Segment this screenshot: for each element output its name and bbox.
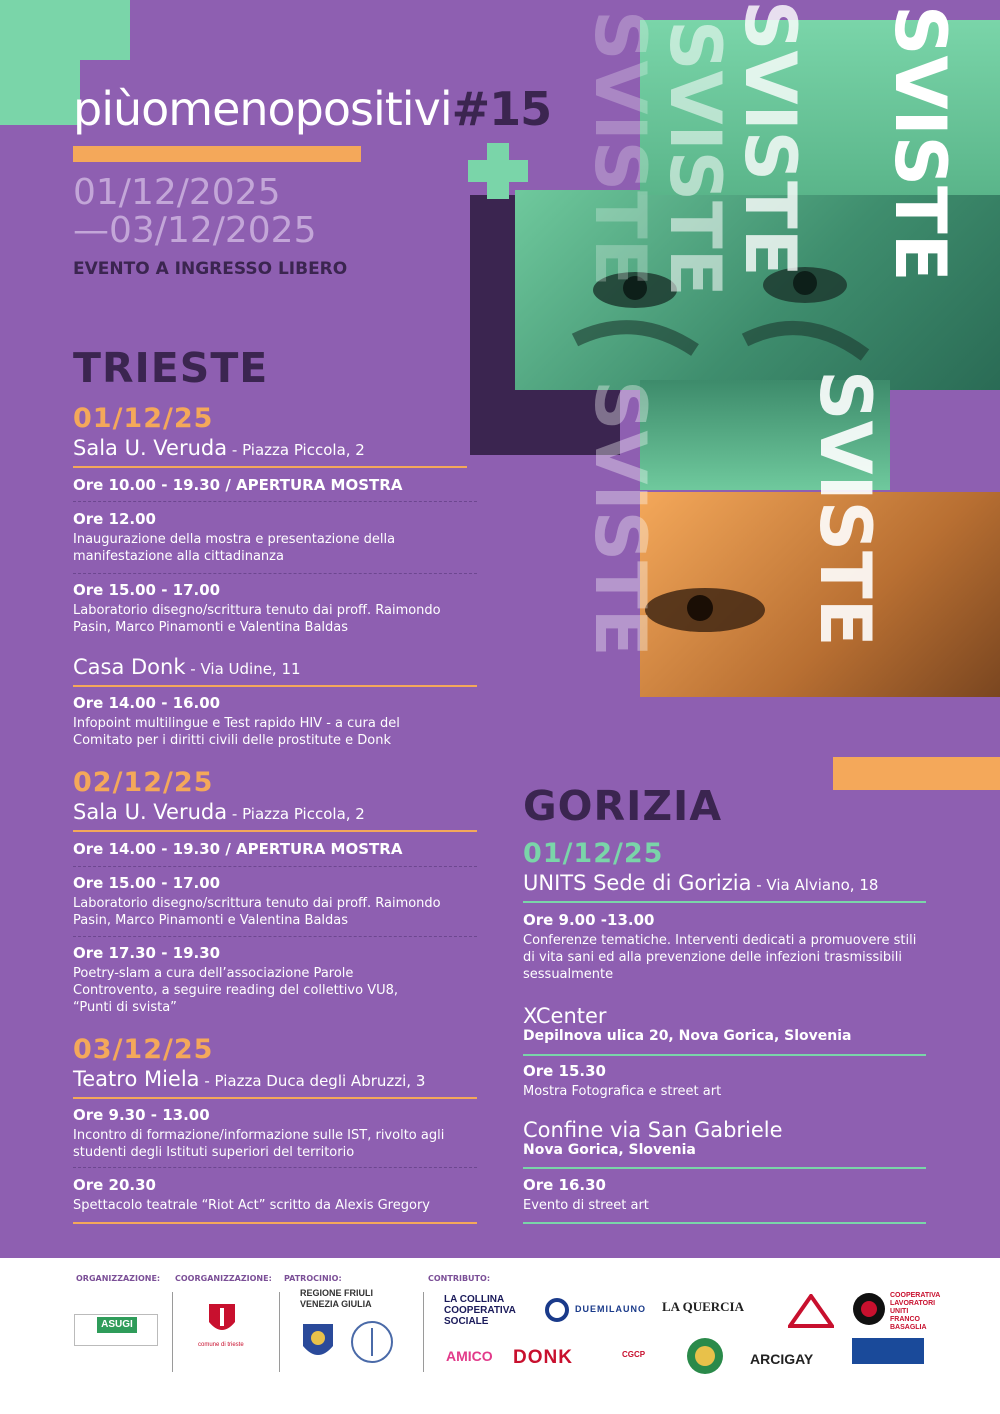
trieste-d3-e2-desc: Spettacolo teatrale “Riot Act” scritto da Alexis Gregory <box>73 1198 430 1213</box>
separator <box>73 466 467 468</box>
divider <box>423 1292 424 1372</box>
cgcp-logo: CGCP <box>622 1350 646 1359</box>
trieste-d3-e2-time: Ore 20.30 <box>73 1176 156 1194</box>
dashed-separator <box>73 501 477 502</box>
trieste-d1-e4-desc: Infopoint multilingue e Test rapido HIV - a cura del Comitato per i diritti civili delle prostitute e Donk <box>73 716 400 748</box>
separator <box>523 1167 926 1169</box>
gorizia-venue2-addr: Depilnova ulica 20, Nova Gorica, Slovenia <box>523 1028 852 1044</box>
dashed-separator <box>73 936 477 937</box>
sindacato-logo <box>852 1338 924 1364</box>
asugi-logo-text: ASUGI <box>97 1317 137 1333</box>
art-word-5: SVISTE <box>879 5 961 282</box>
trieste-d1-e2-time: Ore 12.00 <box>73 510 156 528</box>
dashed-separator <box>73 866 477 867</box>
gorizia-e3-time: Ore 16.30 <box>523 1176 606 1194</box>
art-word-4: SVISTE <box>804 370 886 647</box>
duemilauno-label: DUEMILAUNO <box>575 1304 646 1314</box>
separator <box>523 1054 926 1056</box>
gorizia-e2-time: Ore 15.30 <box>523 1062 606 1080</box>
donk-logo: DONK <box>513 1347 573 1368</box>
gorizia-venue2: XCenter <box>523 1004 607 1028</box>
trieste-day1-venue1: Sala U. Veruda - Piazza Piccola, 2 <box>73 436 365 460</box>
cooperativa-logo: COOPERATIVA LAVORATORI UNITI FRANCO BASAGLIA <box>890 1292 941 1331</box>
green-corner-shape-2 <box>0 60 80 125</box>
gorizia-venue3: Confine via San Gabriele <box>523 1118 783 1142</box>
trieste-crest-icon <box>207 1302 237 1338</box>
trieste-d2-e2-time: Ore 15.00 - 17.00 <box>73 874 221 892</box>
free-entry: EVENTO A INGRESSO LIBERO <box>73 259 348 279</box>
trieste-label: comune di trieste <box>198 1342 244 1348</box>
gorizia-day1-date: 01/12/25 <box>523 838 664 869</box>
arcigay-logo: ARCIGAY <box>750 1351 814 1367</box>
gorizia-e1-desc: Conferenze tematiche. Interventi dedicati a promuovere stili di vita sani ed alla prevenzione delle infezioni trasmissibili sessualmente <box>523 933 917 982</box>
gorizia-venue1: UNITS Sede di Gorizia - Via Alviano, 18 <box>523 871 879 895</box>
plus-shape-v <box>487 143 509 199</box>
label-organizzazione: ORGANIZZAZIONE: <box>76 1274 161 1283</box>
regione-label: REGIONE FRIULI VENEZIA GIULIA <box>300 1288 374 1309</box>
trieste-d3-e1-time: Ore 9.30 - 13.00 <box>73 1106 210 1124</box>
amico-logo: AMICO <box>446 1348 493 1364</box>
sponsors-footer <box>0 1258 1000 1414</box>
trieste-day2-venue1: Sala U. Veruda - Piazza Piccola, 2 <box>73 800 365 824</box>
trieste-d1-e4-time: Ore 14.00 - 16.00 <box>73 694 221 712</box>
gorizia-crest-icon <box>300 1320 336 1364</box>
city-trieste: TRIESTE <box>73 344 269 392</box>
gorizia-e2-desc: Mostra Fotografica e street art <box>523 1084 722 1099</box>
trieste-d2-e3-desc: Poetry-slam a cura dell’associazione Parole Controvento, a seguire reading del collettivo VU8, “Punti di svista” <box>73 966 399 1015</box>
trieste-day2-date: 02/12/25 <box>73 767 214 798</box>
separator <box>73 685 477 687</box>
trieste-day3-date: 03/12/25 <box>73 1034 214 1065</box>
trieste-crest-logo <box>192 1302 252 1362</box>
city-gorizia: GORIZIA <box>523 782 723 830</box>
date-to: —03/12/2025 <box>73 210 317 251</box>
trieste-d1-e1-time: Ore 10.00 - 19.30 / APERTURA MOSTRA <box>73 476 403 494</box>
trieste-day1-date: 01/12/25 <box>73 403 214 434</box>
trieste-day1-venue2: Casa Donk - Via Udine, 11 <box>73 655 301 679</box>
trieste-d3-e1-desc: Incontro di formazione/informazione sulle IST, rivolto agli studenti degli Istituti superiori del territorio <box>73 1128 445 1160</box>
separator <box>523 1222 926 1224</box>
istituto-seal-icon <box>350 1320 394 1364</box>
separator <box>73 1222 477 1224</box>
trieste-d1-e3-time: Ore 15.00 - 17.00 <box>73 581 221 599</box>
art-word-1: SVISTE <box>579 10 661 287</box>
gorizia-e3-desc: Evento di street art <box>523 1198 649 1213</box>
trieste-d2-e3-time: Ore 17.30 - 19.30 <box>73 944 221 962</box>
dashed-separator <box>73 1167 477 1168</box>
dashed-separator <box>73 573 477 574</box>
regione-logo <box>300 1288 410 1310</box>
trieste-d2-e1-time: Ore 14.00 - 19.30 / APERTURA MOSTRA <box>73 840 403 858</box>
green-corner-shape <box>0 0 130 60</box>
gorizia-venue3-addr: Nova Gorica, Slovenia <box>523 1142 696 1158</box>
art-word-2: SVISTE <box>654 20 736 297</box>
trieste-day3-venue1: Teatro Miela - Piazza Duca degli Abruzzi, 3 <box>73 1067 426 1091</box>
duemilauno-icon <box>545 1298 569 1322</box>
divider <box>279 1292 280 1372</box>
trieste-d1-e3-desc: Laboratorio disegno/scrittura tenuto dai proff. Raimondo Pasin, Marco Pinamonti e Valentina Baldas <box>73 603 441 635</box>
label-contributo: CONTRIBUTO: <box>428 1274 491 1283</box>
orange-bar-right <box>833 757 1000 790</box>
label-patrocinio: PATROCINIO: <box>284 1274 342 1283</box>
trieste-d1-e2-desc: Inaugurazione della mostra e presentazione della manifestazione alla cittadinanza <box>73 532 396 564</box>
trieste-d2-e2-desc: Laboratorio disegno/scrittura tenuto dai proff. Raimondo Pasin, Marco Pinamonti e Valentina Baldas <box>73 896 441 928</box>
separator <box>523 901 926 903</box>
gorizia-e1-time: Ore 9.00 -13.00 <box>523 911 655 929</box>
art-word-6: SVISTE <box>579 380 661 657</box>
label-coorganizzazione: COORGANIZZAZIONE: <box>175 1274 272 1283</box>
orange-title-bar <box>73 146 361 162</box>
quercia-logo: LA QUERCIA <box>662 1299 744 1314</box>
globe-logo-icon <box>685 1336 725 1376</box>
art-word-3: SVISTE <box>729 0 811 277</box>
triangle-logo-icon <box>788 1294 834 1328</box>
divider <box>172 1292 173 1372</box>
duemilauno-logo <box>545 1298 646 1325</box>
asugi-logo <box>74 1314 158 1346</box>
event-title: piùomenopositivi#15 <box>73 82 552 136</box>
separator <box>73 830 477 832</box>
collina-logo: LA COLLINA COOPERATIVA SOCIALE <box>444 1294 516 1327</box>
date-from: 01/12/2025 <box>73 172 281 213</box>
separator <box>73 1097 477 1099</box>
basaglia-circle-icon <box>852 1292 886 1326</box>
